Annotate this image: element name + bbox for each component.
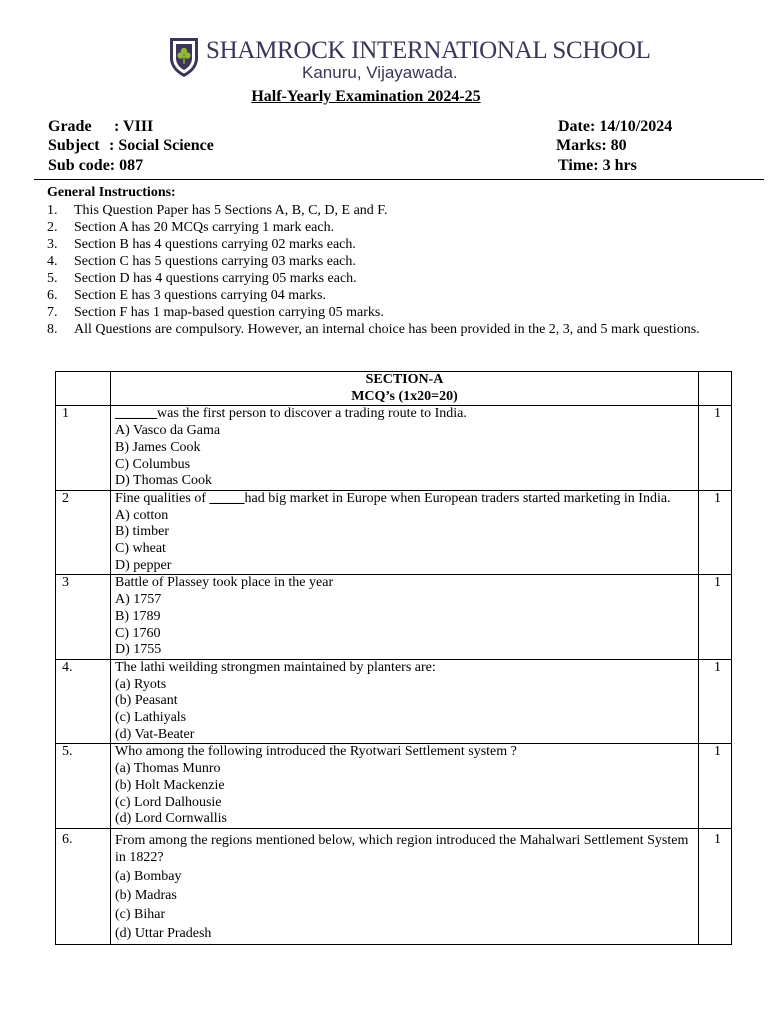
question-number: 4. [56, 659, 111, 744]
question-option: C) wheat [115, 541, 166, 557]
instruction-text: All Questions are compulsory. However, an internal choice has been provided in the 2, 3, and 5 mark questions. [74, 322, 700, 337]
question-stem-text: was the first person to discover a trading route to India. [157, 406, 467, 422]
instruction-item [47, 236, 727, 253]
instruction-text: Section A has 20 MCQs carrying 1 mark each. [74, 220, 335, 235]
question-row [56, 575, 732, 660]
question-option: (b) Madras [115, 887, 177, 903]
question-option: A) cotton [115, 507, 169, 523]
instruction-item [47, 253, 727, 270]
question-option: C) Columbus [115, 456, 191, 472]
question-number: 5. [56, 744, 111, 829]
question-row [56, 659, 732, 744]
question-option: (d) Uttar Pradesh [115, 925, 212, 941]
question-option: (a) Bombay [115, 868, 182, 884]
question-body [111, 744, 699, 829]
section-a-table [55, 371, 732, 945]
instruction-number: 4. [47, 254, 58, 269]
instructions-list [47, 202, 727, 338]
question-stem: Battle of Plassey took place in the year [115, 575, 334, 591]
instruction-item [47, 304, 727, 321]
question-number: 1 [56, 406, 111, 491]
school-name: SHAMROCK INTERNATIONAL SCHOOL [206, 37, 651, 64]
instruction-number: 6. [47, 288, 58, 303]
question-option: B) James Cook [115, 439, 201, 455]
question-option: D) Thomas Cook [115, 473, 212, 489]
section-title: SECTION-A [365, 372, 444, 387]
instruction-text: Section E has 3 questions carrying 04 marks. [74, 288, 326, 303]
question-body [111, 828, 699, 944]
exam-date: Date: 14/10/2024 [558, 118, 673, 135]
question-stem [115, 406, 694, 423]
grade-label: Grade [48, 118, 92, 135]
school-location: Kanuru, Vijayawada. [302, 63, 458, 82]
exam-time: Time: 3 hrs [558, 157, 637, 174]
question-stem: From among the regions mentioned below, which region introduced the Mahalwari Settlement System in 1822? [115, 832, 689, 865]
question-marks: 1 [699, 406, 732, 491]
question-marks: 1 [699, 490, 732, 575]
question-row [56, 406, 732, 491]
header-divider [34, 179, 764, 180]
subject-label: Subject [48, 137, 100, 154]
question-body [111, 490, 699, 575]
question-marks: 1 [699, 575, 732, 660]
question-option: (c) Lord Dalhousie [115, 794, 222, 810]
subcode: Sub code: 087 [48, 157, 144, 174]
question-option: C) 1760 [115, 625, 161, 641]
question-number: 2 [56, 490, 111, 575]
instruction-item [47, 321, 727, 338]
school-header [0, 34, 768, 84]
question-option: (b) Peasant [115, 693, 178, 709]
question-option: D) pepper [115, 557, 172, 573]
instruction-number: 3. [47, 237, 58, 252]
instruction-number: 7. [47, 305, 58, 320]
question-option: (a) Ryots [115, 676, 167, 692]
question-option: (c) Lathiyals [115, 710, 187, 726]
school-crest-icon [168, 36, 200, 78]
exam-marks: Marks: 80 [556, 137, 627, 154]
header-cell-number [56, 372, 111, 406]
instruction-text: This Question Paper has 5 Sections A, B, C, D, E and F. [74, 203, 388, 218]
header-cell-marks [699, 372, 732, 406]
instruction-number: 5. [47, 271, 58, 286]
question-stem-text: had big market in Europe when European traders started marketing in India. [244, 490, 671, 506]
instruction-number: 8. [47, 322, 58, 337]
question-option: D) 1755 [115, 642, 162, 658]
question-blank: ______ [115, 406, 157, 422]
instruction-text: Section F has 1 map-based question carrying 05 marks. [74, 305, 384, 320]
question-option: B) timber [115, 524, 170, 540]
section-header-row [56, 372, 732, 406]
question-number: 3 [56, 575, 111, 660]
question-stem [115, 491, 694, 508]
question-stem-prefix: Fine qualities of [115, 490, 210, 506]
question-number: 6. [56, 828, 111, 944]
grade-value: : VIII [114, 118, 154, 135]
instructions-heading: General Instructions: [47, 185, 176, 200]
instruction-item [47, 219, 727, 236]
instruction-text: Section D has 4 questions carrying 05 marks each. [74, 271, 357, 286]
section-subtitle: MCQ’s (1x20=20) [351, 388, 458, 404]
instruction-text: Section C has 5 questions carrying 03 marks each. [74, 254, 356, 269]
question-row [56, 828, 732, 944]
question-option: (c) Bihar [115, 906, 166, 922]
subject-line [48, 137, 214, 155]
question-option: A) Vasco da Gama [115, 423, 221, 439]
question-blank: _____ [209, 490, 245, 506]
question-option: A) 1757 [115, 592, 162, 608]
question-option: (d) Lord Cornwallis [115, 811, 227, 827]
subject-value: : Social Science [109, 137, 214, 154]
instruction-item [47, 202, 727, 219]
question-marks: 1 [699, 744, 732, 829]
question-marks: 1 [699, 659, 732, 744]
instruction-text: Section B has 4 questions carrying 02 marks each. [74, 237, 356, 252]
section-title-cell [111, 372, 699, 406]
grade-line [48, 118, 153, 136]
question-body [111, 575, 699, 660]
exam-title: Half-Yearly Examination 2024-25 [251, 88, 481, 105]
question-option: (a) Thomas Munro [115, 761, 221, 777]
question-option: B) 1789 [115, 608, 161, 624]
question-option: (b) Holt Mackenzie [115, 777, 225, 793]
question-body [111, 659, 699, 744]
instruction-item [47, 287, 727, 304]
question-stem: Who among the following introduced the Ryotwari Settlement system ? [115, 744, 517, 760]
instruction-number: 1. [47, 203, 58, 218]
question-marks: 1 [699, 828, 732, 944]
question-row [56, 490, 732, 575]
instruction-item [47, 270, 727, 287]
question-option: (d) Vat-Beater [115, 726, 195, 742]
question-row [56, 744, 732, 829]
question-body [111, 406, 699, 491]
instruction-number: 2. [47, 220, 58, 235]
question-stem: The lathi weilding strongmen maintained by planters are: [115, 659, 436, 675]
